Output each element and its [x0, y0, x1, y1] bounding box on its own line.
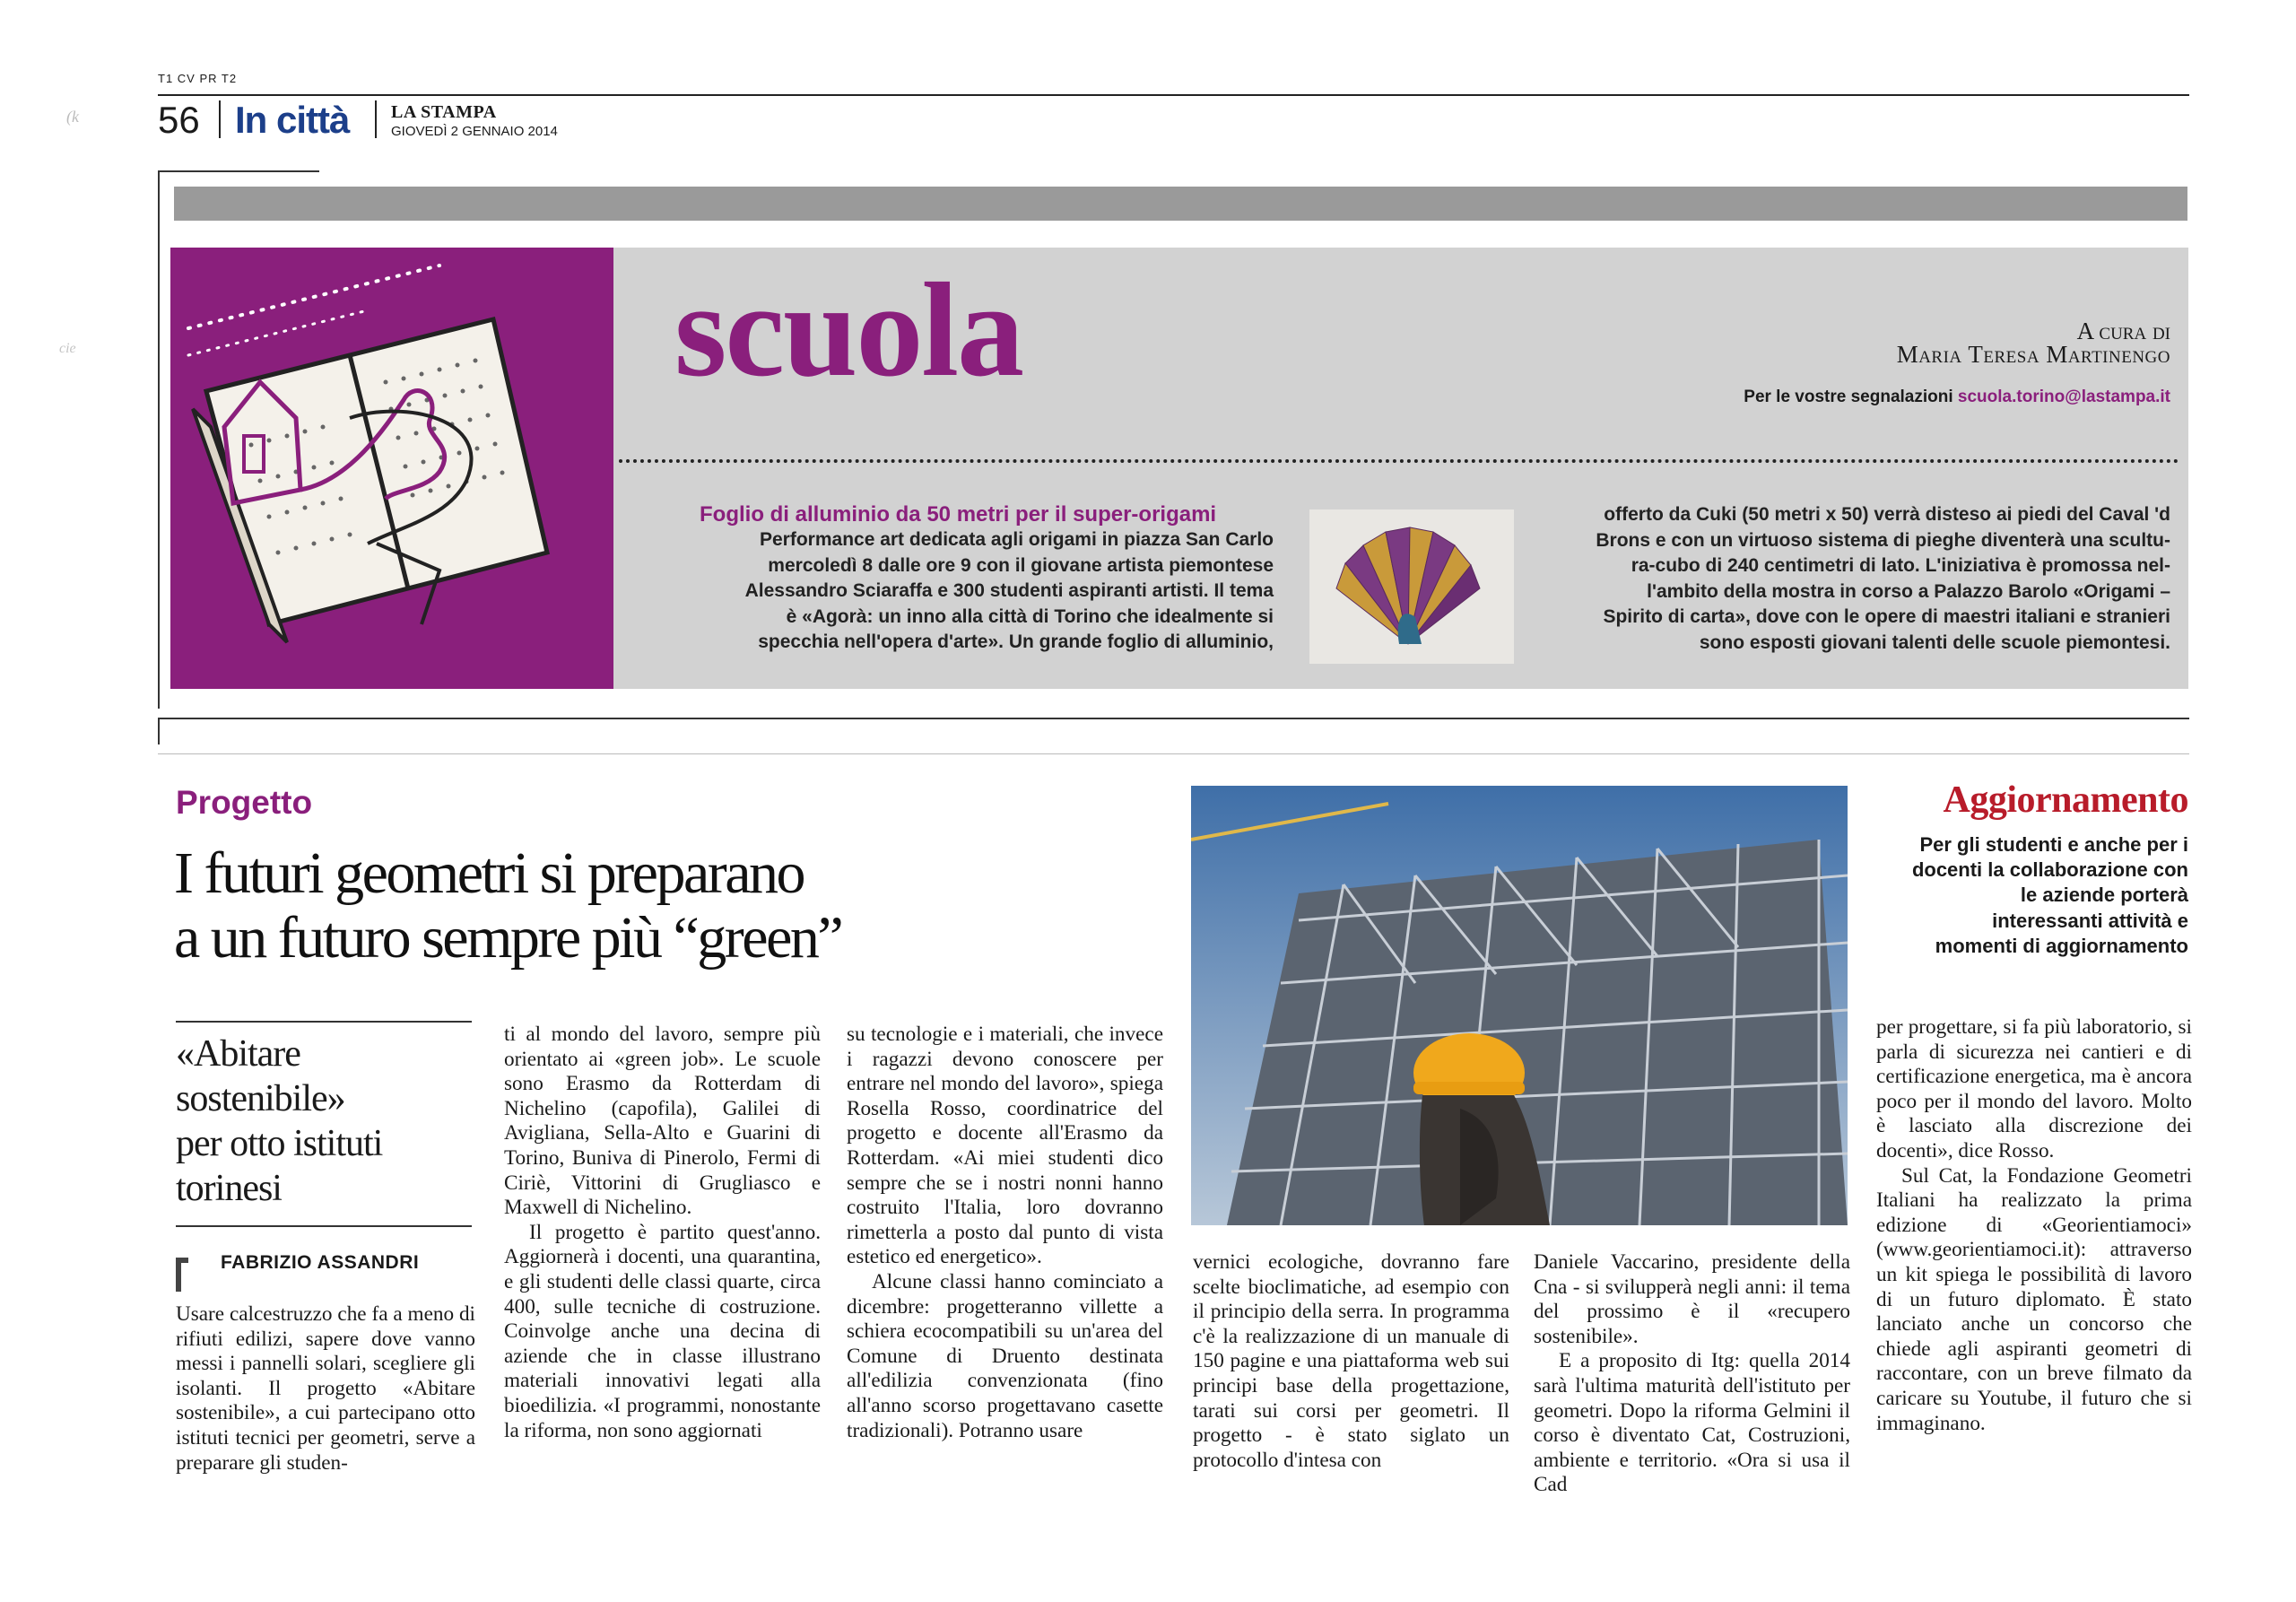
- subhead-rule: [176, 1225, 472, 1227]
- article-column-5: [1534, 1250, 1850, 1498]
- contact-label: Per le vostre segnalazioni: [1744, 387, 1953, 406]
- paragraph: Il progetto è partito quest'anno. Aggiornerà i docenti, una quarantina, e gli studenti delle classi quarte, circa 400, sulle tecniche di costruzione. Coinvolge anche una decina di aziende che in classe illustrano materiali innovativi legati alla bioedilizia. «I programmi, nonostante la riforma, non sono aggiornati: [504, 1220, 821, 1442]
- sidebar-line: momenti di aggiornamento: [1935, 934, 2188, 957]
- sidebar-line: docenti la collaborazione con: [1911, 858, 2188, 882]
- news-line: Performance art dedicata agli origami in piazza San Carlo: [759, 529, 1274, 550]
- contact-email[interactable]: scuola.torino@lastampa.it: [1957, 387, 2170, 406]
- paragraph: ti al mondo del lavoro, sempre più orientato ai «green job». Le scuole sono Erasmo da Rotterdam di Nichelino (capofila), Galilei di Avigliana, Sella-Alto e Guarini di Torino, Buniva di Pinerolo, Fermi di Ciriè, Vittorini di Grugliasco e Maxwell di Nichelino.: [504, 1023, 821, 1220]
- page-number: 56: [158, 99, 200, 141]
- banner-title: scuola: [674, 256, 1023, 405]
- subhead-line: torinesi: [176, 1168, 282, 1209]
- section-title: In città: [235, 99, 350, 141]
- open-book-illustration: [170, 248, 655, 689]
- dotted-divider: [619, 459, 2179, 463]
- paragraph: Alcune classi hanno cominciato a dicembre: progetteranno villette a schiera ecocompatibili su un'area del Comune di Druento destinata all'edilizia convenzionata (fino all'anno scorso progettavano casette tradizionali). Potranno usare: [847, 1269, 1163, 1442]
- news-line: mercoledì 8 dalle ore 9 con il giovane artista piemontese: [768, 554, 1274, 576]
- article-kicker: Progetto: [176, 784, 313, 821]
- sidebar-line: le aziende porterà: [2020, 884, 2188, 907]
- subhead-rule: [176, 1021, 472, 1023]
- news-line: Alessandro Sciaraffa e 300 studenti aspiranti artisti. Il tema: [744, 580, 1274, 602]
- byline-corner-mark: [176, 1258, 188, 1292]
- margin-mark: cie: [59, 341, 76, 356]
- issue-date: GIOVEDÌ 2 GENNAIO 2014: [391, 124, 558, 139]
- article-subhead: [176, 1032, 472, 1211]
- frame-line: [158, 170, 319, 172]
- origami-peacock-photo: [1309, 509, 1514, 664]
- news-line: è «Agorà: un inno alla città di Torino che idealmente si: [786, 605, 1274, 627]
- sidebar-line: interessanti attività e: [1992, 909, 2188, 932]
- header-separator: [375, 100, 377, 138]
- article-column-1: [176, 1302, 475, 1476]
- curator-name: Maria Teresa Martinengo: [1896, 341, 2170, 368]
- news-brief-title: Foglio di alluminio da 50 metri per il super-origami: [700, 502, 1217, 527]
- sidebar-title: Aggiornamento: [1943, 779, 2188, 821]
- frame-line: [158, 718, 2189, 719]
- news-line: Spirito di carta», dove con le opere di maestri italiani e stranieri: [1603, 606, 2170, 628]
- curator-label: A cura di: [2076, 318, 2170, 344]
- edition-code: T1 CV PR T2: [158, 72, 238, 85]
- news-brief-left: [646, 527, 1274, 656]
- news-line: sono esposti giovani talenti delle scuole piemontesi.: [1699, 631, 2170, 653]
- paragraph: Daniele Vaccarino, presidente della Cna - si svilupperà negli anni: il tema del prossimo è il «recupero sostenibile».: [1534, 1250, 1850, 1348]
- header-rule: [158, 94, 2189, 96]
- frame-line: [158, 718, 160, 744]
- subhead-line: «Abitare: [176, 1033, 300, 1075]
- paragraph: Usare calcestruzzo che fa a meno di rifiuti edilizi, sapere dove vanno messi i pannelli solari, scegliere gli isolanti. Il progetto «Abitare sostenibile», a cui partecipano otto istituti tecnici per geometri, serve a preparare gli studen-: [176, 1302, 475, 1475]
- paragraph: Sul Cat, la Fondazione Geometri Italiani ha realizzato la prima edizione di «Georientiamoci» (www.georientiamoci.it): attraverso un kit spiega le possibilità di lavoro di un futuro diplomato. È stato lanciato anche un concorso che chiede agli aspiranti geometri di raccontare, con un breve filmato da caricare su Youtube, il futuro che si immaginano.: [1876, 1163, 2192, 1435]
- news-line: ra-cubo di 240 centimetri di lato. L'iniziativa è promossa nel-: [1631, 555, 2170, 577]
- headline-line: I futuri geometri si preparano: [174, 840, 804, 906]
- sidebar-line: Per gli studenti e anche per i: [1919, 833, 2188, 856]
- article-column-3: [847, 1023, 1163, 1443]
- news-line: offerto da Cuki (50 metri x 50) verrà disteso ai piedi del Caval 'd: [1604, 504, 2170, 525]
- contact-line: [1525, 387, 2170, 407]
- gray-band: [174, 187, 2187, 221]
- news-line: Brons e con un virtuoso sistema di pieghe diventerà una scultu-: [1596, 529, 2170, 551]
- article-column-4: [1193, 1250, 1509, 1473]
- article-headline: [174, 841, 1161, 971]
- header-separator: [219, 100, 221, 138]
- subhead-line: per otto istituti: [176, 1123, 383, 1164]
- article-column-2: [504, 1023, 821, 1443]
- paragraph: vernici ecologiche, dovranno fare scelte bioclimatiche, ad esempio con il principio della serra. In programma c'è la realizzazione di un manuale di 150 pagine e una piattaforma web sui principi base della progettazione, tarati sui corsi per geometri. Il progetto - è stato siglato un protocollo d'intesa con: [1193, 1250, 1509, 1472]
- news-line: l'ambito della mostra in corso a Palazzo Barolo «Origami –: [1647, 580, 2170, 602]
- construction-scaffold-photo: [1191, 786, 1848, 1225]
- margin-mark: (k: [66, 108, 79, 126]
- headline-line: a un futuro sempre più “green”: [174, 905, 842, 971]
- news-brief-right: [1525, 502, 2170, 657]
- news-line: specchia nell'opera d'arte». Un grande foglio di alluminio,: [758, 631, 1274, 653]
- sidebar-summary: [1839, 832, 2188, 959]
- paragraph: su tecnologie e i materiali, che invece i ragazzi devono conoscere per entrare nel mondo del lavoro», spiega Rosella Rosso, coordinatrice del progetto e docente all'Erasmo da Rotterdam. «Ai miei studenti dico sempre che se i nostri nonni hanno costruito l'Italia, loro dovranno rimetterla a posto dal punto di vista estetico ed energetico».: [847, 1023, 1163, 1269]
- paragraph: E a proposito di Itg: quella 2014 sarà l'ultima maturità dell'istituto per geometri. Dopo la riforma Gelmini il corso è diventato Cat, Costruzioni, ambiente e territorio. «Ora si usa il Cad: [1534, 1349, 1850, 1497]
- newspaper-name: LA STAMPA: [391, 102, 497, 122]
- frame-line: [158, 753, 2189, 754]
- frame-line: [158, 170, 160, 709]
- subhead-line: sostenibile»: [176, 1078, 345, 1119]
- article-column-6: [1876, 1015, 2192, 1436]
- article-byline: FABRIZIO ASSANDRI: [221, 1252, 420, 1273]
- paragraph: per progettare, si fa più laboratorio, si parla di sicurezza nei cantieri e di certificazione energetica, ma è ancora poco per il mondo del lavoro. Molto è lasciato alla discrezione dei docenti», dice Rosso.: [1876, 1015, 2192, 1162]
